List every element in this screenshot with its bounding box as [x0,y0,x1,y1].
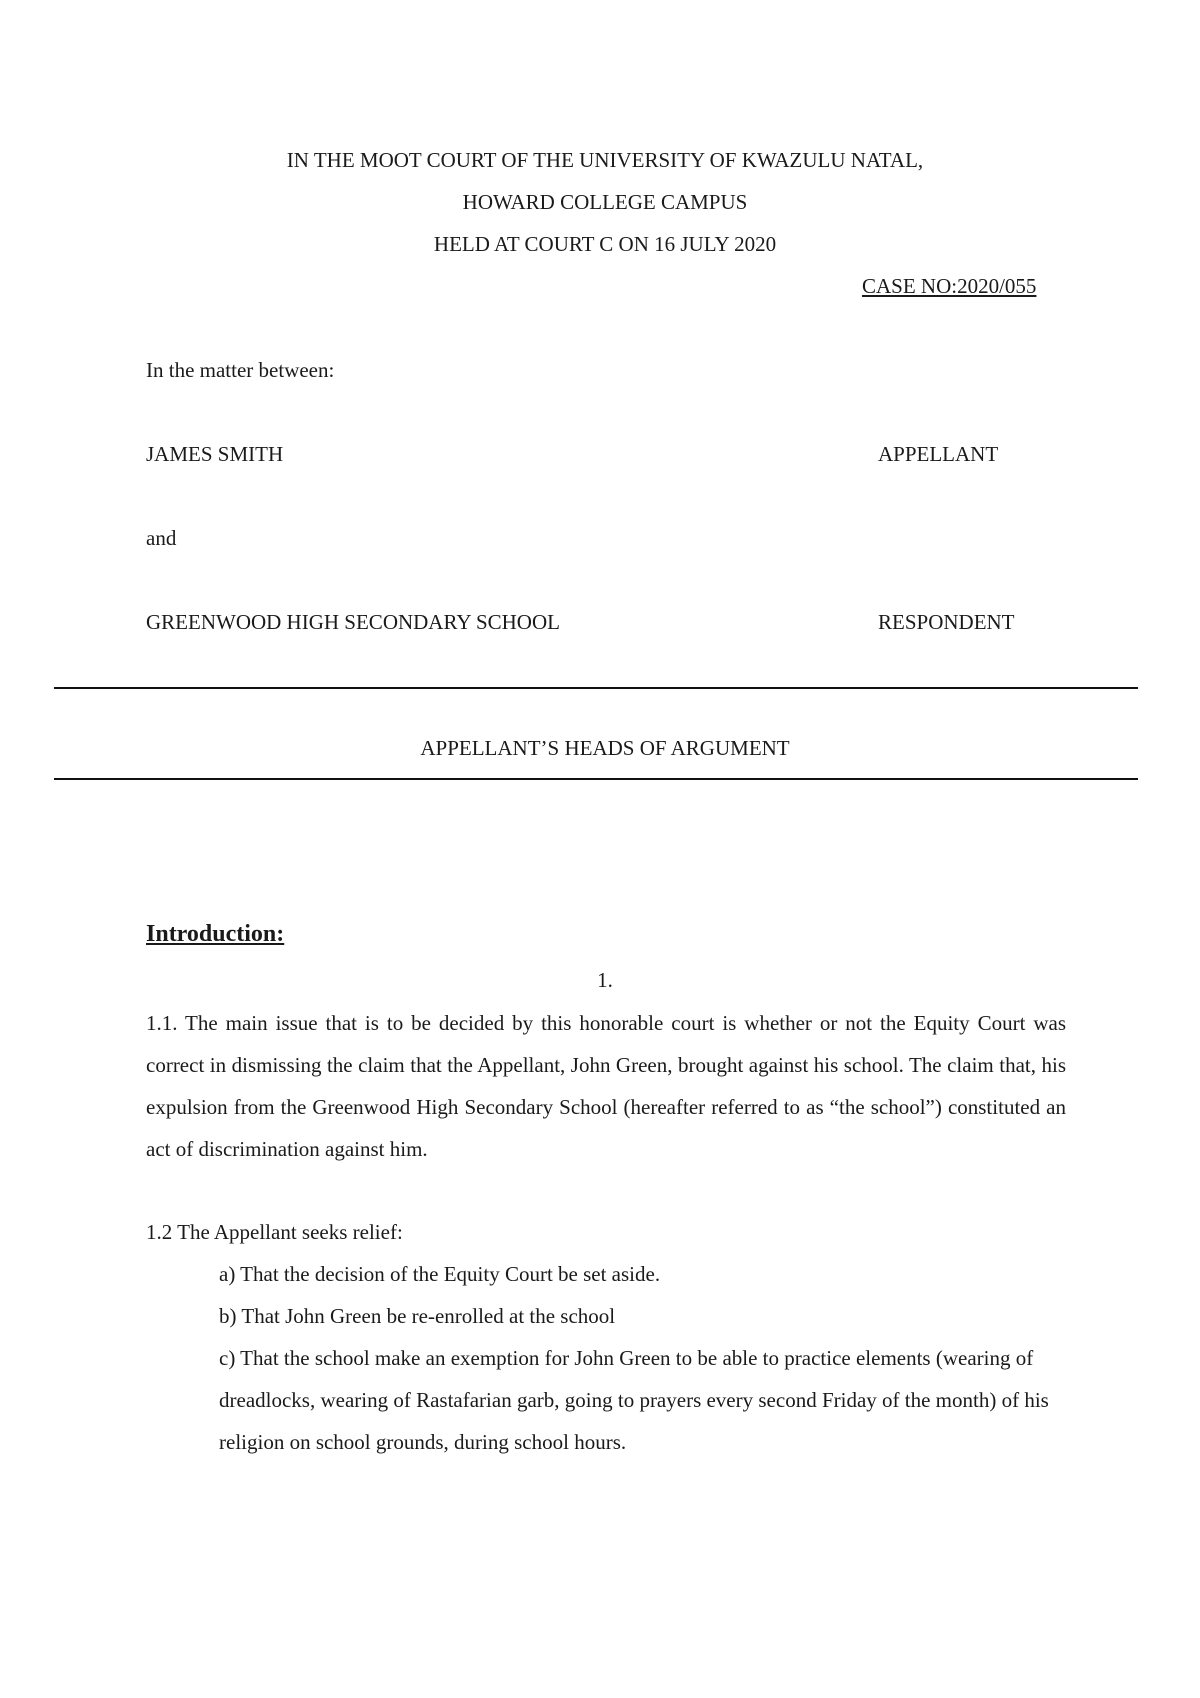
relief-item-a: a) That the decision of the Equity Court be set aside. [219,1262,661,1286]
paragraph-1-1: 1.1. The main issue that is to be decided by this honorable court is whether or not the Equity Court was correct in dismissing the claim that the Appellant, John Green, brought against his school. The claim that, his expulsion from the Greenwood High Secondary School (hereafter referred to as “the school”) constituted an act of discrimination against him. [146,1011,1066,1161]
relief-item-b: b) That John Green be re-enrolled at the school [219,1304,616,1328]
title-rule-bottom [54,778,1138,780]
relief-list [219,1253,1059,1463]
court-header-line-3: HELD AT COURT C ON 16 JULY 2020 [433,232,777,256]
parties-conjunction: and [146,526,177,550]
appellant-name: JAMES SMITH [146,442,284,466]
respondent-role: RESPONDENT [878,610,1015,634]
paragraph-1-2-intro: 1.2 The Appellant seeks relief: [146,1220,403,1244]
introduction-heading: Introduction: [146,921,285,947]
relief-item-c: c) That the school make an exemption for John Green to be able to practice elements (wearing of dreadlocks, wearing of Rastafarian garb, going to prayers every second Friday of the month) of his religion on school grounds, during school hours. [219,1346,1049,1454]
title-rule-top [54,687,1138,689]
section-number: 1. [597,968,613,992]
appellant-role: APPELLANT [878,442,999,466]
parties-intro: In the matter between: [146,358,335,382]
respondent-name: GREENWOOD HIGH SECONDARY SCHOOL [146,610,560,634]
court-header-line-2: HOWARD COLLEGE CAMPUS [462,190,748,214]
court-header-line-1: IN THE MOOT COURT OF THE UNIVERSITY OF KWAZULU NATAL, [286,148,924,172]
document-title: APPELLANT’S HEADS OF ARGUMENT [420,736,790,760]
case-number: CASE NO:2020/055 [862,274,1037,298]
